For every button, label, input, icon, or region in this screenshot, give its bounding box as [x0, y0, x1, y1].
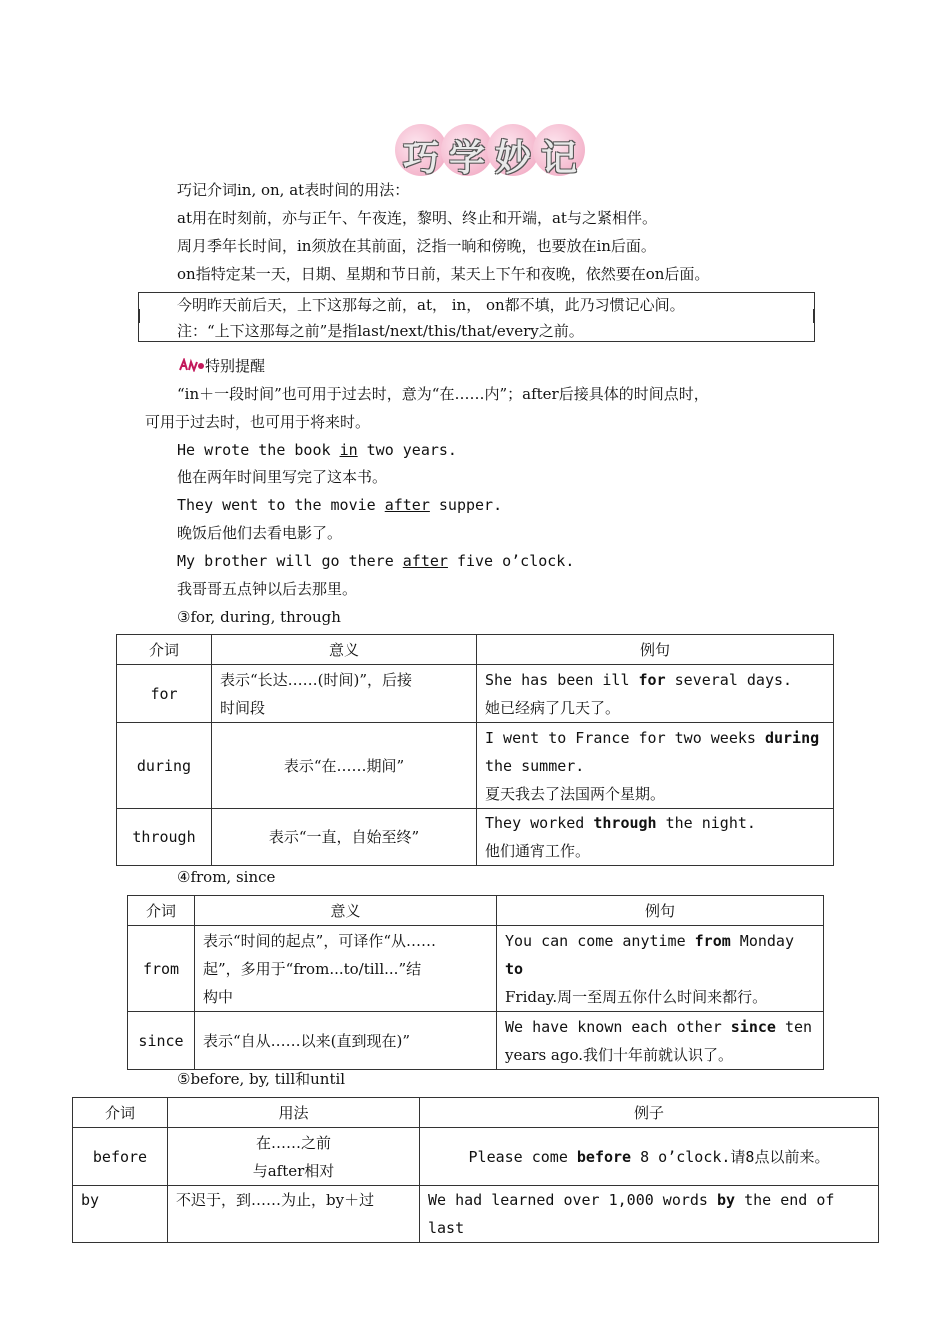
- box-marker: [138, 309, 140, 323]
- table-row: [73, 1128, 879, 1186]
- table-row: [117, 665, 834, 723]
- reminder-text: 可用于过去时，也可用于将来时。: [145, 413, 371, 431]
- example-cell: I went to France for two weeks during the summer. 夏天我去了法国两个星期。: [477, 723, 834, 809]
- section-heading: ③for, during, through: [177, 608, 341, 626]
- intro-line: on指特定某一天，日期、星期和节日前，某天上下午和夜晚，依然要在on后面。: [177, 265, 710, 283]
- table-row: [128, 1012, 824, 1070]
- example-sentence: He wrote the book in two years.: [177, 441, 457, 459]
- intro-line: 巧记介词in, on, at表时间的用法：: [177, 181, 410, 199]
- table-row: [117, 723, 834, 809]
- section-heading: ④from, since: [177, 868, 276, 886]
- table-header-row: [73, 1098, 879, 1128]
- banner-char: 记: [540, 137, 577, 179]
- example-translation: 他在两年时间里写完了这本书。: [177, 468, 388, 486]
- banner-char: 巧: [402, 137, 439, 179]
- example-cell: You can come anytime from Monday to Friday.周一至周五你什么时间来都行。: [497, 926, 824, 1012]
- prep-cell: during: [117, 723, 212, 809]
- header-cell: 例句: [497, 896, 824, 926]
- meaning-cell: 表示“长达……(时间)”，后接 时间段: [212, 665, 477, 723]
- example-cell: She has been ill for several days. 她已经病了几天了。: [477, 665, 834, 723]
- example-cell: Please come before 8 o’clock.请8点以前来。: [420, 1128, 879, 1186]
- banner-circle: [533, 124, 585, 179]
- prep-cell: from: [128, 926, 195, 1012]
- example-sentence: My brother will go there after five o’clock.: [177, 552, 575, 570]
- header-cell: 例子: [420, 1098, 879, 1128]
- header-cell: 介词: [117, 635, 212, 665]
- box-marker: [813, 309, 815, 323]
- banner-char: 妙: [494, 137, 531, 179]
- reminder-text: “in＋一段时间”也可用于过去时，意为“在……内”；after后接具体的时间点时，: [177, 385, 709, 403]
- header-cell: 用法: [168, 1098, 420, 1128]
- table-row: [128, 926, 824, 1012]
- usage-cell: 不迟于，到……为止，by＋过: [168, 1186, 420, 1243]
- section-heading: ⑤before, by, till和until: [177, 1070, 346, 1088]
- intro-line: at用在时刻前，亦与正午、午夜连，黎明、终止和开端，at与之紧相伴。: [177, 209, 657, 227]
- note-line: 今明昨天前后天，上下这那每之前，at， in， on都不填，此乃习惯记心间。: [177, 296, 685, 314]
- example-translation: 晚饭后他们去看电影了。: [177, 524, 343, 542]
- table-header-row: [117, 635, 834, 665]
- section-banner: [393, 124, 589, 178]
- example-translation: 我哥哥五点钟以后去那里。: [177, 580, 358, 598]
- note-box: [138, 292, 815, 342]
- example-cell: We had learned over 1,000 words by the end of last: [420, 1186, 879, 1243]
- header-cell: 意义: [195, 896, 497, 926]
- banner-circle: [441, 124, 493, 179]
- meaning-cell: 表示“在……期间”: [212, 723, 477, 809]
- table-row: [73, 1186, 879, 1243]
- meaning-cell: 表示“自从……以来(直到现在)”: [195, 1012, 497, 1070]
- usage-cell: 在……之前 与after相对: [168, 1128, 420, 1186]
- note-line: 注：“上下这那每之前”是指last/next/this/that/every之前。: [177, 322, 584, 340]
- banner-circle: [487, 124, 539, 179]
- banner-char: 学: [448, 137, 485, 179]
- table-header-row: [128, 896, 824, 926]
- prep-cell: through: [117, 809, 212, 866]
- prep-cell: by: [73, 1186, 168, 1243]
- intro-line: 周月季年长时间，in须放在其前面，泛指一晌和傍晚，也要放在in后面。: [177, 237, 656, 255]
- banner-circle: [395, 124, 447, 179]
- prep-table-from-since: [127, 895, 824, 1070]
- table-row: [117, 809, 834, 866]
- header-cell: 例句: [477, 635, 834, 665]
- prep-cell: since: [128, 1012, 195, 1070]
- reminder-title: 特别提醒: [205, 357, 266, 375]
- prep-cell: for: [117, 665, 212, 723]
- example-cell: They worked through the night. 他们通宵工作。: [477, 809, 834, 866]
- example-cell: We have known each other since ten years ago.我们十年前就认识了。: [497, 1012, 824, 1070]
- header-cell: 介词: [128, 896, 195, 926]
- example-sentence: They went to the movie after supper.: [177, 496, 503, 514]
- prep-table-before-by-till-until: [72, 1097, 879, 1243]
- meaning-cell: 表示“时间的起点”，可译作“从…… 起”，多用于“from...to/till...”结 构中: [195, 926, 497, 1012]
- header-cell: 介词: [73, 1098, 168, 1128]
- prep-table-for-during-through: [116, 634, 834, 866]
- prep-cell: before: [73, 1128, 168, 1186]
- reminder-icon: [178, 358, 204, 372]
- header-cell: 意义: [212, 635, 477, 665]
- meaning-cell: 表示“一直，自始至终”: [212, 809, 477, 866]
